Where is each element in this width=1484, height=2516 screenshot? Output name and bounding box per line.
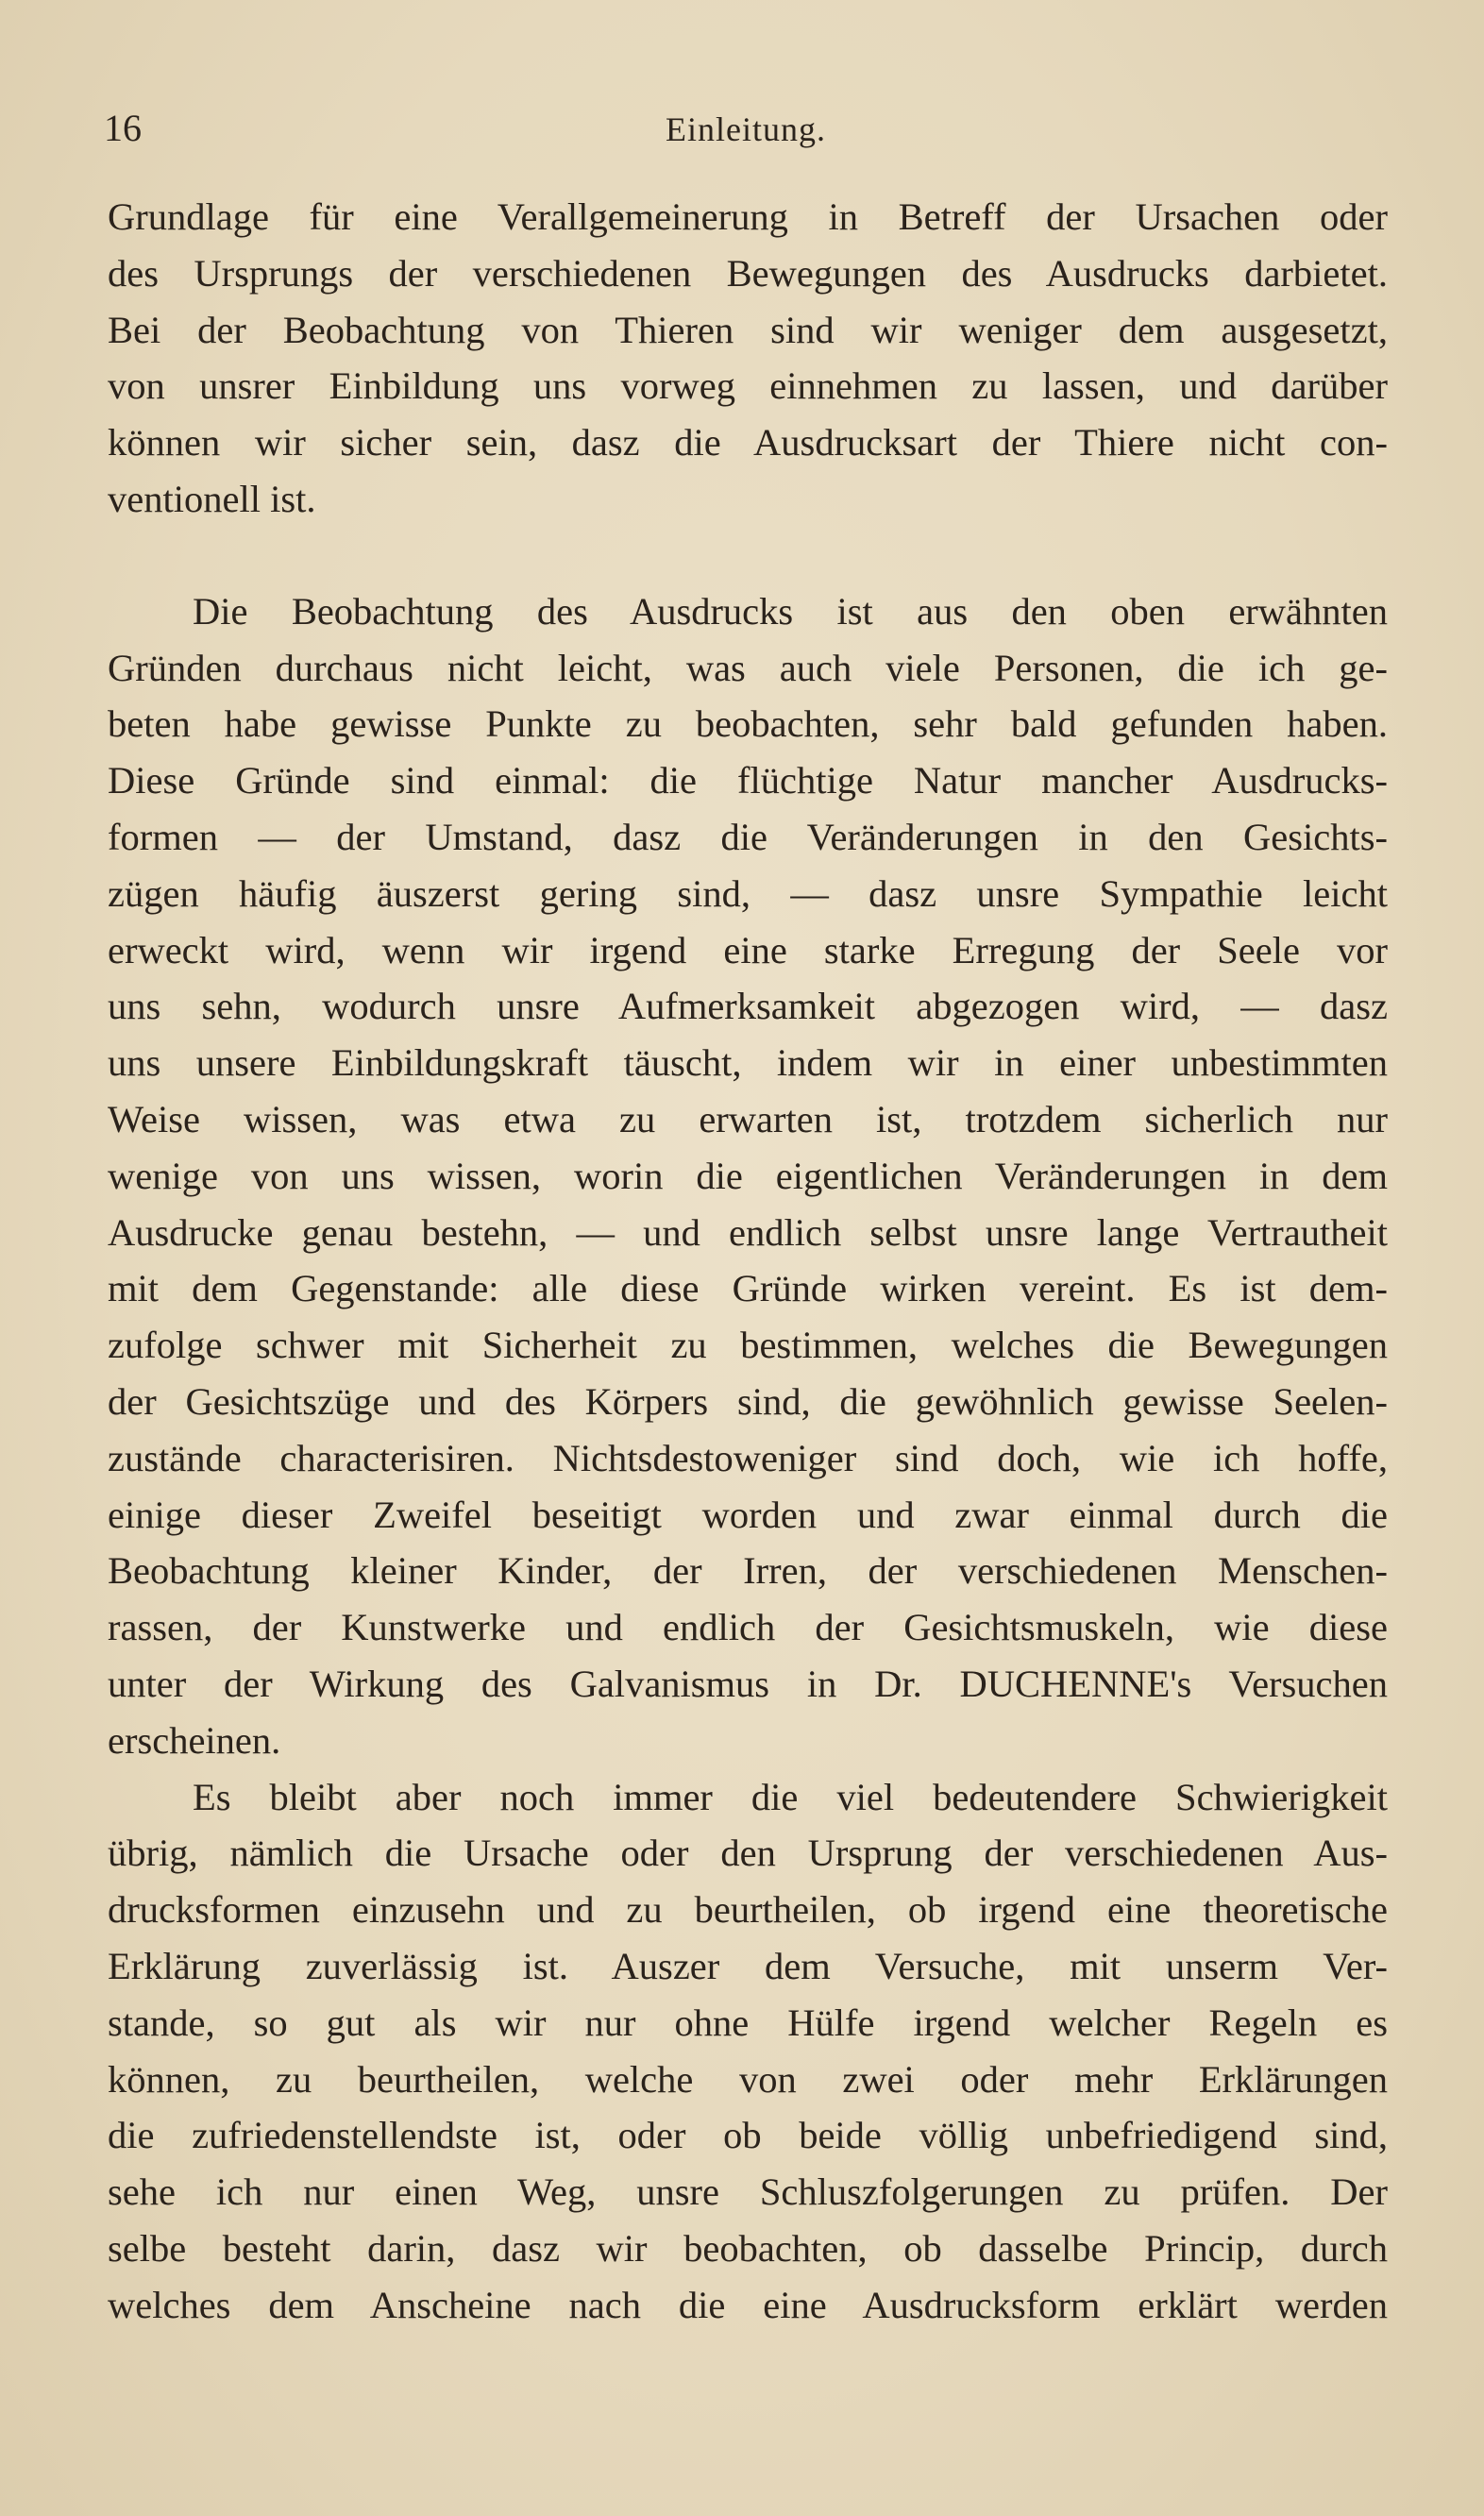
text-line: drucksformen einzusehn und zu beurtheilen, ob irgend eine theoretische bbox=[108, 1888, 1388, 1932]
text-line: zügen häufig äuszerst gering sind, — dasz unsre Sympathie leicht bbox=[108, 871, 1388, 915]
text-line: die zufriedenstellendste ist, oder ob beide völlig unbefriedigend sind, bbox=[108, 2114, 1388, 2157]
text-line: können wir sicher sein, dasz die Ausdrucksart der Thiere nicht con- bbox=[108, 421, 1388, 464]
paragraph-3 bbox=[108, 1769, 1388, 2334]
text-line: mit dem Gegenstande: alle diese Gründe wirken vereint. Es ist dem- bbox=[108, 1267, 1388, 1310]
text-line: übrig, nämlich die Ursache oder den Ursprung der verschiedenen Aus- bbox=[108, 1832, 1388, 1875]
page-header bbox=[104, 106, 1388, 162]
text-line: erscheinen. bbox=[108, 1718, 281, 1762]
text-line: zufolge schwer mit Sicherheit zu bestimmen, welches die Bewegungen bbox=[108, 1324, 1388, 1367]
text-line: Weise wissen, was etwa zu erwarten ist, trotzdem sicherlich nur bbox=[108, 1097, 1388, 1140]
text-line: Beobachtung kleiner Kinder, der Irren, der verschiedenen Menschen- bbox=[108, 1549, 1388, 1593]
paragraph-spacer bbox=[108, 528, 1388, 583]
text-line: uns sehn, wodurch unsre Aufmerksamkeit abgezogen wird, — dasz bbox=[108, 985, 1388, 1028]
text-line: der Gesichtszüge und des Körpers sind, die gewöhnlich gewisse Seelen- bbox=[108, 1379, 1388, 1423]
text-line: rassen, der Kunstwerke und endlich der Gesichtsmuskeln, wie diese bbox=[108, 1606, 1388, 1649]
text-line: Diese Gründe sind einmal: die flüchtige Natur mancher Ausdrucks- bbox=[108, 759, 1388, 802]
text-line: selbe besteht darin, dasz wir beobachten, ob dasselbe Princip, durch bbox=[108, 2226, 1388, 2270]
body-text bbox=[108, 189, 1388, 2333]
text-line: zustände characterisiren. Nichtsdestoweniger sind doch, wie ich hoffe, bbox=[108, 1436, 1388, 1479]
running-head: Einleitung. bbox=[666, 110, 826, 148]
text-line: erweckt wird, wenn wir irgend eine starke Erregung der Seele vor bbox=[108, 928, 1388, 971]
page-number: 16 bbox=[104, 107, 142, 149]
paragraph-1 bbox=[108, 189, 1388, 528]
text-line: Ausdrucke genau bestehn, — und endlich selbst unsre lange Vertrautheit bbox=[108, 1210, 1388, 1254]
text-line: unter der Wirkung des Galvanismus in Dr. DUCHENNE's Versuchen bbox=[108, 1662, 1388, 1705]
text-line: Bei der Beobachtung von Thieren sind wir weniger dem ausgesetzt, bbox=[108, 308, 1388, 351]
text-line: welches dem Anscheine nach die eine Ausdrucksform erklärt werden bbox=[108, 2283, 1388, 2326]
text-line: Gründen durchaus nicht leicht, was auch viele Personen, die ich ge- bbox=[108, 646, 1388, 689]
text-line: beten habe gewisse Punkte zu beobachten, sehr bald gefunden haben. bbox=[108, 702, 1388, 746]
text-line: stande, so gut als wir nur ohne Hülfe irgend welcher Regeln es bbox=[108, 2001, 1388, 2044]
text-line: formen — der Umstand, dasz die Veränderungen in den Gesichts- bbox=[108, 815, 1388, 858]
text-line: sehe ich nur einen Weg, unsre Schluszfolgerungen zu prüfen. Der bbox=[108, 2170, 1388, 2214]
text-line: von unsrer Einbildung uns vorweg einnehmen zu lassen, und darüber bbox=[108, 364, 1388, 408]
text-line: Es bleibt aber noch immer die viel bedeutendere Schwierigkeit bbox=[193, 1775, 1388, 1818]
text-line: wenige von uns wissen, worin die eigentlichen Veränderungen in dem bbox=[108, 1154, 1388, 1197]
text-line: Grundlage für eine Verallgemeinerung in Betreff der Ursachen oder bbox=[108, 195, 1388, 238]
text-line: können, zu beurtheilen, welche von zwei oder mehr Erklärungen bbox=[108, 2057, 1388, 2101]
text-line: ventionell ist. bbox=[108, 477, 316, 520]
text-line: Die Beobachtung des Ausdrucks ist aus den oben erwähnten bbox=[193, 589, 1388, 633]
text-line: uns unsere Einbildungskraft täuscht, indem wir in einer unbestimmten bbox=[108, 1041, 1388, 1085]
text-line: des Ursprungs der verschiedenen Bewegungen des Ausdrucks darbietet. bbox=[108, 251, 1388, 295]
text-line: Erklärung zuverlässig ist. Auszer dem Versuche, mit unserm Ver- bbox=[108, 1944, 1388, 1987]
text-line: einige dieser Zweifel beseitigt worden und zwar einmal durch die bbox=[108, 1493, 1388, 1536]
paragraph-2 bbox=[108, 583, 1388, 1769]
